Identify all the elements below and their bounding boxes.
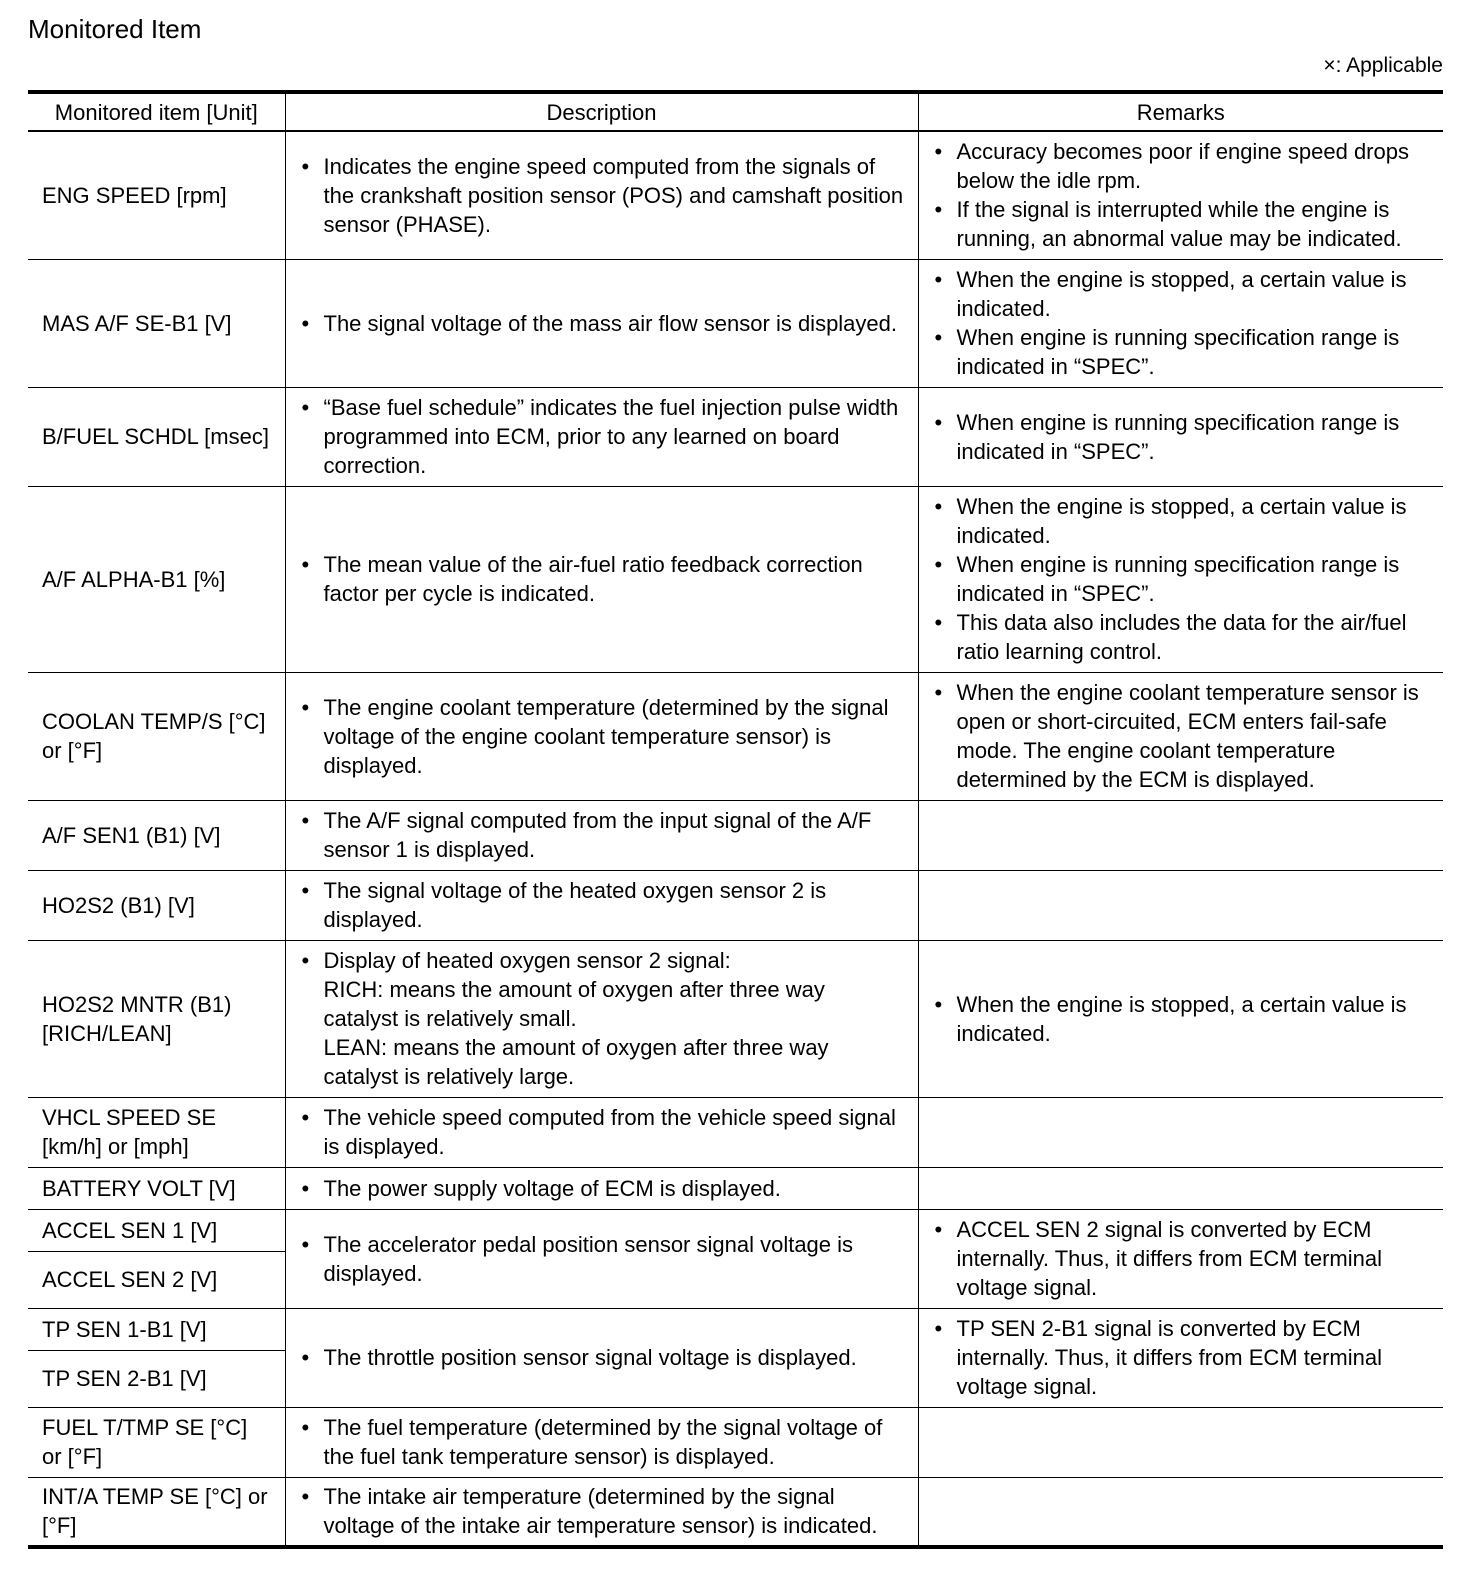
description-text: • The power supply voltage of ECM is displayed. — [300, 1174, 904, 1203]
description-text: • The intake air temperature (determined by the signal voltage of the intake air temperature sensor) is indicated. — [300, 1482, 904, 1540]
monitored-item-cell: COOLAN TEMP/S [°C] or [°F] — [28, 672, 285, 800]
description-rich: RICH: means the amount of oxygen after three way catalyst is relatively small. — [323, 977, 825, 1031]
monitored-item-cell: ACCEL SEN 1 [V] — [28, 1209, 285, 1251]
table-row — [28, 940, 1443, 1097]
monitored-item-cell: VHCL SPEED SE [km/h] or [mph] — [28, 1097, 285, 1167]
remarks-cell — [918, 1477, 1443, 1547]
description-cell — [285, 486, 918, 672]
description-cell — [285, 940, 918, 1097]
table-row — [28, 870, 1443, 940]
applicable-legend: ×: Applicable — [1323, 54, 1443, 77]
header-remarks: Remarks — [918, 92, 1443, 131]
description-text: • “Base fuel schedule” indicates the fuel injection pulse width programmed into ECM, prior to any learned on board correction. — [300, 393, 904, 480]
header-monitored-item: Monitored item [Unit] — [28, 92, 285, 131]
description-cell — [285, 800, 918, 870]
description-cell — [285, 870, 918, 940]
table-row — [28, 800, 1443, 870]
monitored-item-cell: ENG SPEED [rpm] — [28, 131, 285, 259]
table-row — [28, 1097, 1443, 1167]
description-lean: LEAN: means the amount of oxygen after three way catalyst is relatively large. — [323, 1035, 829, 1089]
remarks-cell — [918, 870, 1443, 940]
table-row — [28, 1477, 1443, 1547]
remark-item: • When the engine coolant temperature sensor is open or short-circuited, ECM enters fail-safe mode. The engine coolant temperature determined by the ECM is displayed. — [933, 678, 1430, 794]
table-row — [28, 1209, 1443, 1251]
description-cell — [285, 387, 918, 486]
remarks-cell — [918, 940, 1443, 1097]
description-cell — [285, 259, 918, 387]
description-text: • The mean value of the air-fuel ratio feedback correction factor per cycle is indicated. — [300, 550, 904, 608]
description-cell — [285, 1477, 918, 1547]
description-text — [300, 946, 904, 975]
remarks-cell — [918, 1209, 1443, 1308]
description-intro: Display of heated oxygen sensor 2 signal: — [323, 948, 731, 973]
description-cell — [285, 1209, 918, 1308]
remarks-cell — [918, 672, 1443, 800]
monitored-item-cell: HO2S2 MNTR (B1) [RICH/LEAN] — [28, 940, 285, 1097]
monitored-item-cell: BATTERY VOLT [V] — [28, 1167, 285, 1209]
remarks-cell — [918, 1167, 1443, 1209]
table-row — [28, 131, 1443, 259]
table-header-row — [28, 92, 1443, 131]
remarks-cell — [918, 800, 1443, 870]
table-row — [28, 259, 1443, 387]
monitored-item-cell: INT/A TEMP SE [°C] or [°F] — [28, 1477, 285, 1547]
table-row — [28, 672, 1443, 800]
table-row — [28, 387, 1443, 486]
remarks-cell — [918, 259, 1443, 387]
monitored-item-cell: A/F SEN1 (B1) [V] — [28, 800, 285, 870]
monitored-item-cell: B/FUEL SCHDL [msec] — [28, 387, 285, 486]
monitored-item-table — [28, 90, 1443, 1549]
description-cell — [285, 672, 918, 800]
description-text: • The engine coolant temperature (determined by the signal voltage of the engine coolant temperature sensor) is displayed. — [300, 693, 904, 780]
description-text: • The throttle position sensor signal voltage is displayed. — [300, 1343, 904, 1372]
remark-item: • When engine is running specification range is indicated in “SPEC”. — [933, 408, 1430, 466]
remark-item: • ACCEL SEN 2 signal is converted by ECM internally. Thus, it differs from ECM terminal voltage signal. — [933, 1215, 1430, 1302]
table-row — [28, 486, 1443, 672]
description-cell — [285, 1097, 918, 1167]
description-cell — [285, 1308, 918, 1407]
table-row — [28, 1308, 1443, 1350]
table-row — [28, 1167, 1443, 1209]
monitored-item-cell: MAS A/F SE-B1 [V] — [28, 259, 285, 387]
remarks-cell — [918, 387, 1443, 486]
remarks-cell — [918, 131, 1443, 259]
page-title: Monitored Item — [28, 14, 202, 44]
remarks-cell — [918, 1407, 1443, 1477]
remark-item: • This data also includes the data for the air/fuel ratio learning control. — [933, 608, 1430, 666]
remarks-cell — [918, 486, 1443, 672]
description-text: • The A/F signal computed from the input signal of the A/F sensor 1 is displayed. — [300, 806, 904, 864]
remark-item: • Accuracy becomes poor if engine speed drops below the idle rpm. — [933, 137, 1430, 195]
description-text: • The vehicle speed computed from the vehicle speed signal is displayed. — [300, 1103, 904, 1161]
remark-item: • TP SEN 2-B1 signal is converted by ECM internally. Thus, it differs from ECM terminal voltage signal. — [933, 1314, 1430, 1401]
description-cell — [285, 131, 918, 259]
description-cell — [285, 1167, 918, 1209]
monitored-item-cell: FUEL T/TMP SE [°C] or [°F] — [28, 1407, 285, 1477]
description-text: • The accelerator pedal position sensor signal voltage is displayed. — [300, 1230, 904, 1288]
remark-item: • When the engine is stopped, a certain value is indicated. — [933, 265, 1430, 323]
remarks-cell — [918, 1097, 1443, 1167]
remark-item: • When engine is running specification range is indicated in “SPEC”. — [933, 550, 1430, 608]
description-text: • The fuel temperature (determined by the signal voltage of the fuel tank temperature sensor) is displayed. — [300, 1413, 904, 1471]
monitored-item-cell: TP SEN 2-B1 [V] — [28, 1350, 285, 1407]
remark-item: • When engine is running specification range is indicated in “SPEC”. — [933, 323, 1430, 381]
description-text: • The signal voltage of the heated oxygen sensor 2 is displayed. — [300, 876, 904, 934]
monitored-item-cell: ACCEL SEN 2 [V] — [28, 1251, 285, 1308]
remark-item: • If the signal is interrupted while the engine is running, an abnormal value may be indicated. — [933, 195, 1430, 253]
description-cell — [285, 1407, 918, 1477]
remarks-cell — [918, 1308, 1443, 1407]
remark-item: • When the engine is stopped, a certain value is indicated. — [933, 990, 1430, 1048]
description-text: • The signal voltage of the mass air flow sensor is displayed. — [300, 309, 904, 338]
monitored-item-cell: HO2S2 (B1) [V] — [28, 870, 285, 940]
table-row — [28, 1407, 1443, 1477]
header-description: Description — [285, 92, 918, 131]
remark-item: • When the engine is stopped, a certain value is indicated. — [933, 492, 1430, 550]
description-text: • Indicates the engine speed computed from the signals of the crankshaft position sensor (POS) and camshaft position sensor (PHASE). — [300, 152, 904, 239]
monitored-item-cell: A/F ALPHA-B1 [%] — [28, 486, 285, 672]
monitored-item-cell: TP SEN 1-B1 [V] — [28, 1308, 285, 1350]
